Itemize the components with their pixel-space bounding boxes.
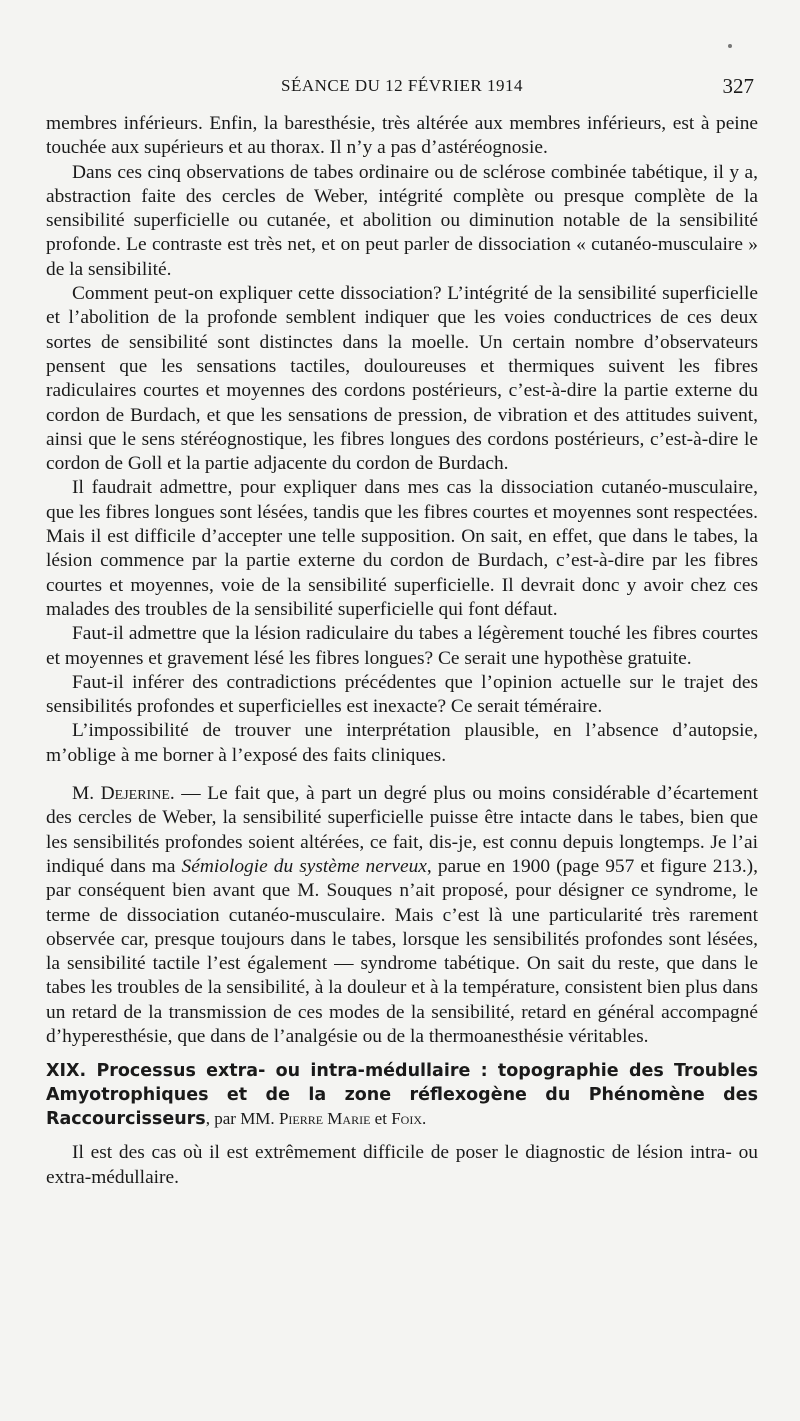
section-heading [46, 1059, 758, 1131]
running-title: SÉANCE DU 12 FÉVRIER 1914 [280, 76, 523, 95]
paragraph-explanation: Comment peut-on expliquer cette dissociation? L’intégrité de la sensibilité superficielle et l’abolition de la profonde semblent indiquer que les voies conductrices de ces deux sortes de sensibilité sont distinctes dans la moelle. Un certain nombre d’observateurs pensent que les sensations tactiles, douloureuses et thermiques suivent les fibres radiculaires courtes et moyennes des cordons postérieurs, c’est-à-dire la partie externe du cordon de Burdach, et que les sensations de pression, de vibration et des attitudes suivent, ainsi que le sens stéréognostique, les fibres longues des cordons postérieurs, c’est-à-dire le cordon de Goll et la partie adjacente du cordon de Burdach. [46, 283, 758, 475]
page-number: 327 [722, 74, 754, 98]
paragraph-hypothesis: Il faudrait admettre, pour expliquer dans mes cas la dissociation cutanéo-musculaire, que les fibres longues sont lésées, tandis que les fibres courtes et moyennes sont respectées. Mais il est difficile d’accepter une telle supposition. On sait, en effet, que dans le tabes, la lésion commence par la partie externe du cordon de Burdach, c’est-à-dire par les fibres courtes et moyennes, voie de la sensibilité superficielle. Il devrait donc y avoir chez ces malades des troubles de la sensibilité superficielle qui font défaut. [46, 477, 758, 620]
paragraph-question-2: Faut-il inférer des contradictions précédentes que l’opinion actuelle sur le trajet des sensibilités profondes et superficielles est inexacte? Ce serait téméraire. [46, 671, 758, 718]
authors-end: . [422, 1109, 427, 1129]
section-number: XIX. [46, 1061, 97, 1082]
page-body [46, 112, 758, 1190]
speaker-name: Dejerine [100, 783, 170, 805]
book-title: Sémiologie du système nerveux [181, 855, 427, 877]
paragraph-conclusion: L’impossibilité de trouver une interprétation plausible, en l’absence d’autopsie, m’oblige à me borner à l’exposé des faits cliniques. [46, 720, 758, 766]
paragraph-question-1: Faut-il admettre que la lésion radiculaire du tabes a légèrement touché les fibres courtes et moyennes et gravement lésé les fibres longues? Ce serait une hypothèse gratuite. [46, 623, 758, 669]
author-2: Foix [391, 1109, 422, 1129]
authors-and: et [370, 1109, 392, 1129]
section-title: Processus extra- ou intra-médullaire : topographie des Troubles Amyotrophiques et de la zone réflexogène du Phénomène des Raccourcisseurs [46, 1061, 758, 1130]
section-first-paragraph: Il est des cas où il est extrêmement difficile de poser le diagnostic de lésion intra- ou extra-médullaire. [46, 1142, 758, 1188]
paragraph-continuation: membres inférieurs. Enfin, la baresthésie, très altérée aux membres inférieurs, est à peine touchée aux supérieurs et au thorax. Il n’y a pas d’astéréognosie. [46, 113, 758, 159]
remark-text-a: . — Le fait que, à part un degré plus ou moins considérable d’écartement des cercles de Weber, la sensibilité superficielle puisse être intacte dans le tabes, bien que les sensibilités profondes soient altérées, ce fait, dis-je, est connu depuis longtemps. Je l’ai indiqué dans ma [46, 783, 759, 877]
section-authors [206, 1109, 427, 1128]
authors-prefix: , par MM. [205, 1109, 279, 1129]
speaker-prefix: M. [72, 783, 101, 805]
paragraph-observations: Dans ces cinq observations de tabes ordinaire ou de sclérose combinée tabétique, il y a, abstraction faite des cercles de Weber, intégrité complète ou presque complète de la sensibilité superficielle ou cutanée, et abolition ou diminution notable de la sensibilité profonde. Le contraste est très net, et on peut parler de dissociation « cutanéo-musculaire » de la sensibilité. [46, 161, 758, 280]
author-1: Pierre Marie [278, 1109, 371, 1129]
remark-text-b: , parue en 1900 (page 957 et figure 213.), par conséquent bien avant que M. Souques n’ait proposé, pour désigner ce syndrome, le terme de dissociation cutanéo-musculaire. Mais c’est là une particularité très rarement observée car, presque toujours dans le tabes, lorsque les sensibilités profondes sont lésées, la sensibilité tactile l’est également — syndrome tabétique. On sait du reste, que dans le tabes les troubles de la sensibilité, à la douleur et à la température, consistent bien plus dans un retard de la transmission de ces modes de la sensibilité, retard en général accompagné d’hyperesthésie, que dans de l’analgésie ou de la thermoanesthésie véritables. [46, 855, 758, 1047]
running-head [46, 76, 758, 104]
page-speck [728, 44, 732, 48]
dejerine-remark [46, 782, 758, 1049]
